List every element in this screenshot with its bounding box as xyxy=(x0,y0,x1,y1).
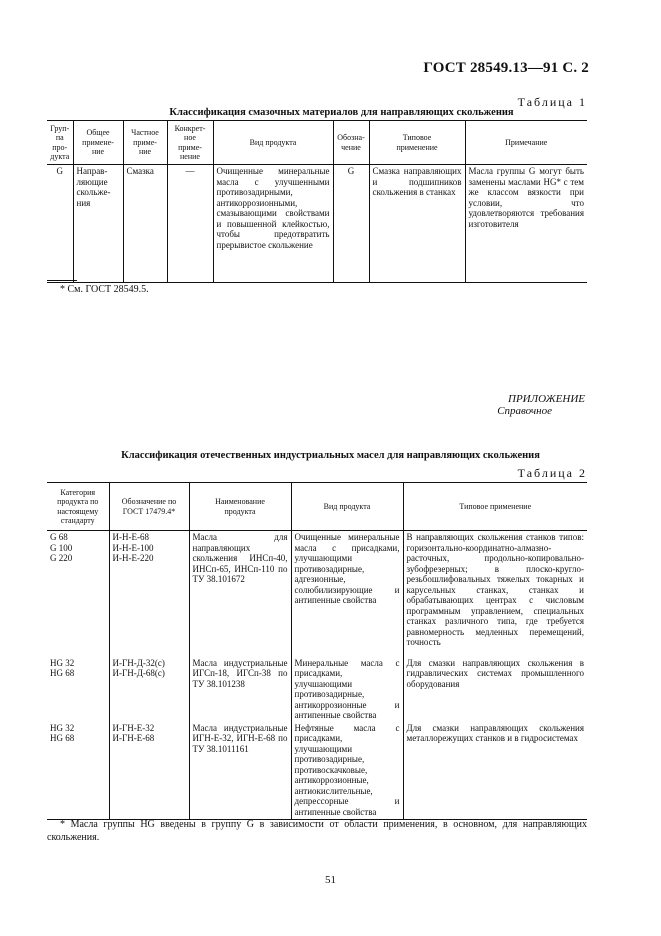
table2-cell-product-type: Очищенные минеральные масла с присадками, улучшающими противозадирные, адгезионные, солюбилизирующие и антипенные свойства xyxy=(291,531,403,657)
table-row xyxy=(47,657,587,722)
table1-cell-general: Направ- ляющие скольже- ния xyxy=(73,165,123,283)
table2-cell-product-type: Нефтяные масла с присадками, улучшающими противозадирные, противоскачковые, антикоррозионные, антиокислительные, депрессорные и антипенные свойства xyxy=(291,722,403,820)
table1-label: Таблица 1 xyxy=(517,95,587,109)
table2-cell-name: Масла индустриальные ИГН-Е-32, ИГН-Е-68 по ТУ 38.1011161 xyxy=(189,722,291,820)
table1-col-specific: Конкрет- ное приме- нение xyxy=(167,121,213,165)
table2-col-category: Категория продукта по настоящему стандарту xyxy=(47,483,109,531)
table2-cell-typical-use: В направляющих скольжения станков типов: горизонтально-координатно-алмазно-расточных, продольно-копировально-зубофрезерных; в плоско-кругло-резьбошлифовальных тяжелых токарных и карусельных станках, станках и обрабатывающих центрах с числовым программным управлением, специальных станках различного типа, где требуется равномерность медленных перемещений, точность xyxy=(406,532,584,647)
table-row xyxy=(47,165,587,283)
table1-cell-typical-use: Смазка направляющих и подшипников скольжения в станках xyxy=(369,165,465,283)
table1-cell-particular: Смазка xyxy=(123,165,167,283)
table1-header-row xyxy=(47,121,587,165)
table2-cell-designation: И-ГН-Д-32(с) И-ГН-Д-68(с) xyxy=(109,657,189,722)
page-number: 51 xyxy=(325,874,336,886)
table1-col-designation: Обозна- чение xyxy=(333,121,369,165)
table2-col-typical-use: Типовое применение xyxy=(459,501,532,511)
table1-cell-note: Масла группы G могут быть заменены маслами HG* с тем же классом вязкости при условии, что удовлетворяются требования изготовителя xyxy=(468,166,584,229)
table2-header-row xyxy=(47,483,587,531)
table2-col-name: Наименование продукта xyxy=(189,483,291,531)
table2-cell-designation: И-Н-Е-68 И-Н-Е-100 И-Н-Е-220 xyxy=(109,531,189,657)
table2 xyxy=(47,482,587,820)
table2-title: Классификация отечественных индустриальных масел для направляющих скольжения xyxy=(121,450,540,461)
table2-cell-category: HG 32 HG 68 xyxy=(47,657,109,722)
table1-col-typical-use: Типовое применение xyxy=(369,121,465,165)
table1-cell-product-type: Очищенные минеральные масла с улучшенными противозадирными, антикоррозионными, смазывающими свойствами и повышенной клейкостью, чтобы предотвратить прерывистое скольжение xyxy=(213,165,333,283)
table2-col-designation: Обозначение по ГОСТ 17479.4* xyxy=(109,483,189,531)
appendix-title: ПРИЛОЖЕНИЕ xyxy=(508,393,585,405)
table-row xyxy=(47,722,587,820)
table2-cell-category: G 68 G 100 G 220 xyxy=(47,531,109,657)
table2-cell-category: HG 32 HG 68 xyxy=(47,722,109,820)
table2-cell-typical-use: Для смазки направляющих скольжения металлорежущих станков и в гидросистемах xyxy=(406,722,584,743)
table2-cell-name: Масла индустриальные ИГСп-18, ИГСп-38 по ТУ 38.101238 xyxy=(189,657,291,722)
appendix-subtitle: Справочное xyxy=(497,405,552,417)
footnote-divider-1 xyxy=(47,280,77,281)
table2-col-product-type: Вид продукта xyxy=(291,483,403,531)
table1-title: Классификация смазочных материалов для направляющих скольжения xyxy=(169,107,514,118)
table1-col-group: Груп- па про- дукта xyxy=(47,121,73,165)
table1-col-note: Примечание xyxy=(505,137,548,147)
table2-cell-typical-use: Для смазки направляющих скольжения в гидравлических системах промышленного оборудования xyxy=(406,657,584,689)
table1-col-particular: Частное приме- ние xyxy=(123,121,167,165)
table2-cell-designation: И-ГН-Е-32 И-ГН-Е-68 xyxy=(109,722,189,820)
table2-footnote: * Масла группы HG введены в группу G в зависимости от области применения, в основном, для направляющих скольжения. xyxy=(47,819,587,843)
table1 xyxy=(47,120,587,283)
table-row xyxy=(47,531,587,657)
table1-cell-designation: G xyxy=(333,165,369,283)
table1-footnote: * См. ГОСТ 28549.5. xyxy=(60,284,149,295)
table2-cell-product-type: Минеральные масла с присадками, улучшающими противозадирные, антикоррозионные и антипенные свойства xyxy=(291,657,403,722)
table1-col-general: Общее примене- ние xyxy=(73,121,123,165)
table1-cell-group: G xyxy=(47,165,73,283)
table1-col-product-type: Вид продукта xyxy=(213,121,333,165)
standard-header: ГОСТ 28549.13—91 С. 2 xyxy=(423,60,589,76)
table2-label: Таблица 2 xyxy=(517,466,587,480)
table2-cell-name: Масла для направляющих скольжения ИНСп-40, ИНСп-65, ИНСп-110 по ТУ 38.101672 xyxy=(189,531,291,657)
table1-cell-specific: — xyxy=(167,165,213,283)
